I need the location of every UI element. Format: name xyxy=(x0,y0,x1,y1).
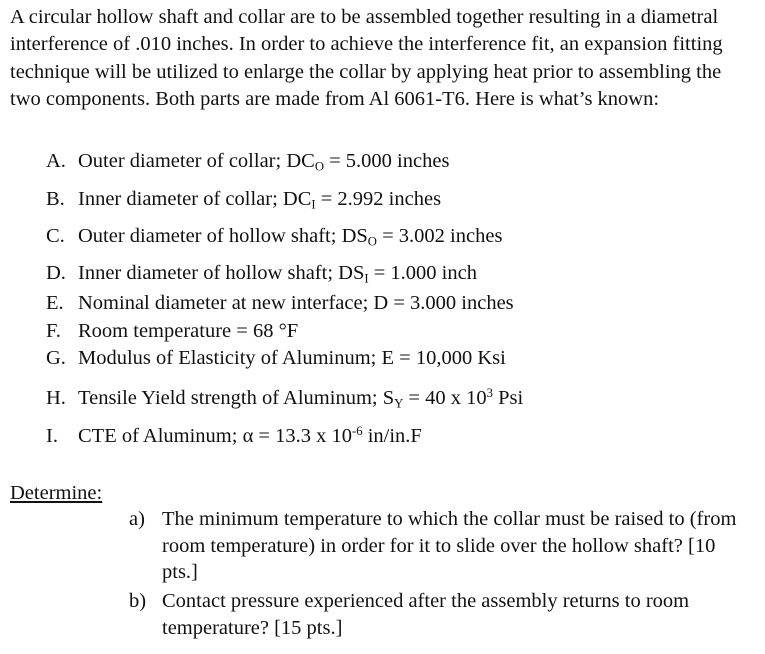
list-item: A. Outer diameter of collar; $DC_O = 5.000$ inches xyxy=(46,150,450,174)
list-item: E. Nominal diameter at new interface; D = 3.000 inches xyxy=(46,292,514,314)
question-item: a) The minimum temperature to which the collar must be raised to (from room temperature) in order for it to slide over the hollow shaft? [10 pts.] xyxy=(129,508,737,583)
list-item: C. Outer diameter of hollow shaft; $DS_O = 3.002$ inches xyxy=(46,225,503,249)
list-item: B. Inner diameter of collar; $DC_I = 2.992$ inches xyxy=(46,188,442,212)
question-item: b) Contact pressure experienced after the assembly returns to room temperature? [15 pts.] xyxy=(129,590,690,639)
list-item: D. Inner diameter of hollow shaft; $DS_I = 1.000$ inch xyxy=(46,262,477,286)
list-item: F. Room temperature = 68 °F xyxy=(46,320,299,342)
list-item: I. CTE of Aluminum; α = 13.3 x $10^{-6}$ in/in.F xyxy=(46,424,422,447)
list-item: H. Tensile Yield strength of Aluminum; $S_Y = 40$ x $10^3$ Psi xyxy=(46,386,524,411)
list-item: G. Modulus of Elasticity of Aluminum; E = 10,000 Ksi xyxy=(46,347,506,369)
determine-heading: Determine: xyxy=(10,482,103,504)
problem-intro-paragraph: A circular hollow shaft and collar are to be assembled together resulting in a diametral interference of .010 inches. In order to achieve the interference fit, an expansion fitting technique will be utilized to enlarge the collar by applying heat prior to assembling the two components. Both parts are made from Al 6061-T6. Here is what’s known: xyxy=(10,6,723,111)
